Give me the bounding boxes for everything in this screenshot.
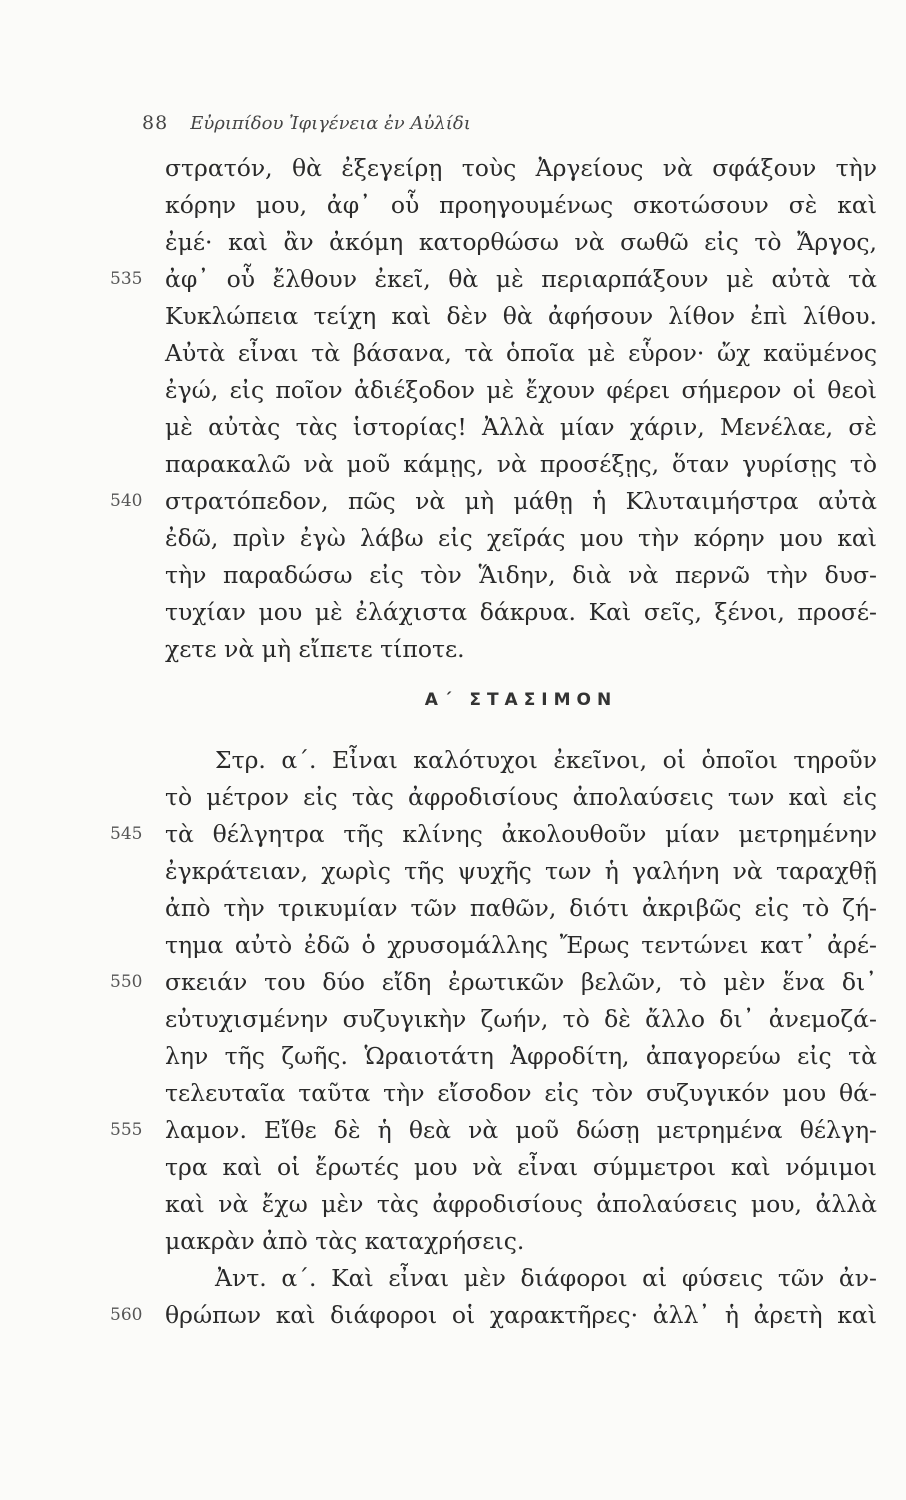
text-line	[110, 483, 877, 520]
line-text: ἐγώ, εἰς ποῖον ἀδιέξοδον μὲ ἔχουν φέρει σήμερον οἱ θεοὶ	[165, 376, 877, 404]
line-text: ἐμέ· καὶ ἂν ἀκόμη κατορθώσω νὰ σωθῶ εἰς τὸ Ἄργος,	[165, 228, 877, 256]
text-line	[165, 853, 877, 890]
line-text: τὰ θέλγητρα τῆς κλίνης ἀκολουθοῦν μίαν μετρημένην	[165, 820, 877, 848]
text-line	[110, 1297, 877, 1334]
line-text: λην τῆς ζωῆς. Ὡραιοτάτη Ἀφροδίτη, ἀπαγορεύω εἰς τὰ	[165, 1042, 877, 1070]
section-heading: Α΄ ΣΤΑΣΙΜΟΝ	[424, 690, 618, 710]
line-text: ἀπὸ τὴν τρικυμίαν τῶν παθῶν, διότι ἀκριβῶς εἰς τὸ ζή-	[165, 894, 877, 922]
line-text: λαμον. Εἴθε δὲ ἡ θεὰ νὰ μοῦ δώσῃ μετρημένα θέλγη-	[165, 1116, 877, 1144]
line-text: τρα καὶ οἱ ἔρωτές μου νὰ εἶναι σύμμετροι καὶ νόμιμοι	[165, 1153, 877, 1181]
section-gap	[165, 668, 877, 742]
text-line	[165, 150, 877, 187]
stasimon-block	[110, 742, 877, 1334]
line-text: στρατόν, θὰ ἐξεγείρῃ τοὺς Ἀργείους νὰ σφάξουν τὴν	[165, 154, 877, 182]
line-text: Κυκλώπεια τείχη καὶ δὲν θὰ ἀφήσουν λίθον ἐπὶ λίθου.	[165, 302, 877, 330]
line-text: εὐτυχισμένην συζυγικὴν ζωήν, τὸ δὲ ἄλλο δι᾿ ἀνεμοζά-	[165, 1005, 877, 1033]
prose-block	[110, 150, 877, 668]
text-line	[165, 1223, 877, 1260]
line-text: τὸ μέτρον εἰς τὰς ἀφροδισίους ἀπολαύσεις των καὶ εἰς	[165, 783, 877, 811]
text-line	[165, 890, 877, 927]
line-text: τυχίαν μου μὲ ἐλάχιστα δάκρυα. Καὶ σεῖς, ξένοι, προσέ-	[165, 598, 877, 626]
line-number: 535	[110, 269, 143, 289]
line-text: τελευταῖα ταῦτα τὴν εἴσοδον εἰς τὸν συζυγικόν μου θά-	[165, 1079, 877, 1107]
text-line	[165, 631, 877, 668]
text-line	[110, 261, 877, 298]
line-number: 540	[110, 491, 143, 511]
text-line	[165, 446, 877, 483]
line-number: 550	[110, 972, 143, 992]
text-line	[165, 594, 877, 631]
text-line	[165, 520, 877, 557]
running-title: Εὐριπίδου Ἰφιγένεια ἐν Αὐλίδι	[190, 113, 471, 134]
line-text: ἀφ᾿ οὗ ἔλθουν ἐκεῖ, θὰ μὲ περιαρπάξουν μὲ αὐτὰ τὰ	[165, 265, 877, 293]
text-line	[165, 1075, 877, 1112]
text-line	[165, 742, 877, 779]
line-text: μακρὰν ἀπὸ τὰς καταχρήσεις.	[165, 1227, 525, 1255]
line-text: ἐδῶ, πρὶν ἐγὼ λάβω εἰς χεῖράς μου τὴν κόρην μου καὶ	[165, 524, 877, 552]
line-text: τημα αὐτὸ ἐδῶ ὁ χρυσομάλλης Ἔρως τεντώνει κατ᾿ ἀρέ-	[165, 931, 877, 959]
page-number: 88	[142, 112, 169, 134]
text-line	[110, 964, 877, 1001]
line-text: παρακαλῶ νὰ μοῦ κάμῃς, νὰ προσέξῃς, ὅταν γυρίσῃς τὸ	[165, 450, 877, 478]
text-line	[165, 927, 877, 964]
text-line	[165, 779, 877, 816]
line-text: θρώπων καὶ διάφοροι οἱ χαρακτῆρες· ἀλλ᾿ ἡ ἀρετὴ καὶ	[165, 1301, 877, 1329]
text-line	[165, 1038, 877, 1075]
line-text: Ἀντ. α΄. Καὶ εἶναι μὲν διάφοροι αἱ φύσεις τῶν ἀν-	[215, 1264, 877, 1292]
line-text: ἐγκράτειαν, χωρὶς τῆς ψυχῆς των ἡ γαλήνη νὰ ταραχθῇ	[165, 857, 877, 885]
text-line	[165, 1001, 877, 1038]
body-text	[110, 150, 877, 1334]
text-line	[165, 409, 877, 446]
text-line	[165, 224, 877, 261]
text-line	[165, 557, 877, 594]
text-line	[165, 298, 877, 335]
text-line	[110, 816, 877, 853]
line-text: Αὐτὰ εἶναι τὰ βάσανα, τὰ ὁποῖα μὲ εὗρον· ὤχ καϋμένος	[165, 339, 877, 367]
running-header	[142, 112, 471, 134]
text-line	[165, 372, 877, 409]
line-text: σκειάν του δύο εἴδη ἐρωτικῶν βελῶν, τὸ μὲν ἕνα δι᾿	[165, 968, 877, 996]
line-text: στρατόπεδον, πῶς νὰ μὴ μάθῃ ἡ Κλυταιμήστρα αὐτὰ	[165, 487, 877, 515]
line-text: κόρην μου, ἀφ᾿ οὗ προηγουμένως σκοτώσουν σὲ καὶ	[165, 191, 877, 219]
line-text: Στρ. α΄. Εἶναι καλότυχοι ἐκεῖνοι, οἱ ὁποῖοι τηροῦν	[215, 746, 877, 774]
text-line	[110, 1112, 877, 1149]
line-number: 560	[110, 1305, 143, 1325]
line-number: 555	[110, 1120, 143, 1140]
text-line	[165, 1260, 877, 1297]
line-text: τὴν παραδώσω εἰς τὸν Ἅιδην, διὰ νὰ περνῶ τὴν δυσ-	[165, 561, 877, 589]
text-line	[165, 1186, 877, 1223]
text-line	[165, 1149, 877, 1186]
text-line	[165, 335, 877, 372]
line-text: μὲ αὐτὰς τὰς ἱστορίας! Ἀλλὰ μίαν χάριν, Μενέλαε, σὲ	[165, 413, 877, 441]
line-number: 545	[110, 824, 143, 844]
line-text: καὶ νὰ ἔχω μὲν τὰς ἀφροδισίους ἀπολαύσεις μου, ἀλλὰ	[165, 1190, 877, 1218]
line-text: χετε νὰ μὴ εἴπετε τίποτε.	[165, 635, 465, 663]
text-line	[165, 187, 877, 224]
